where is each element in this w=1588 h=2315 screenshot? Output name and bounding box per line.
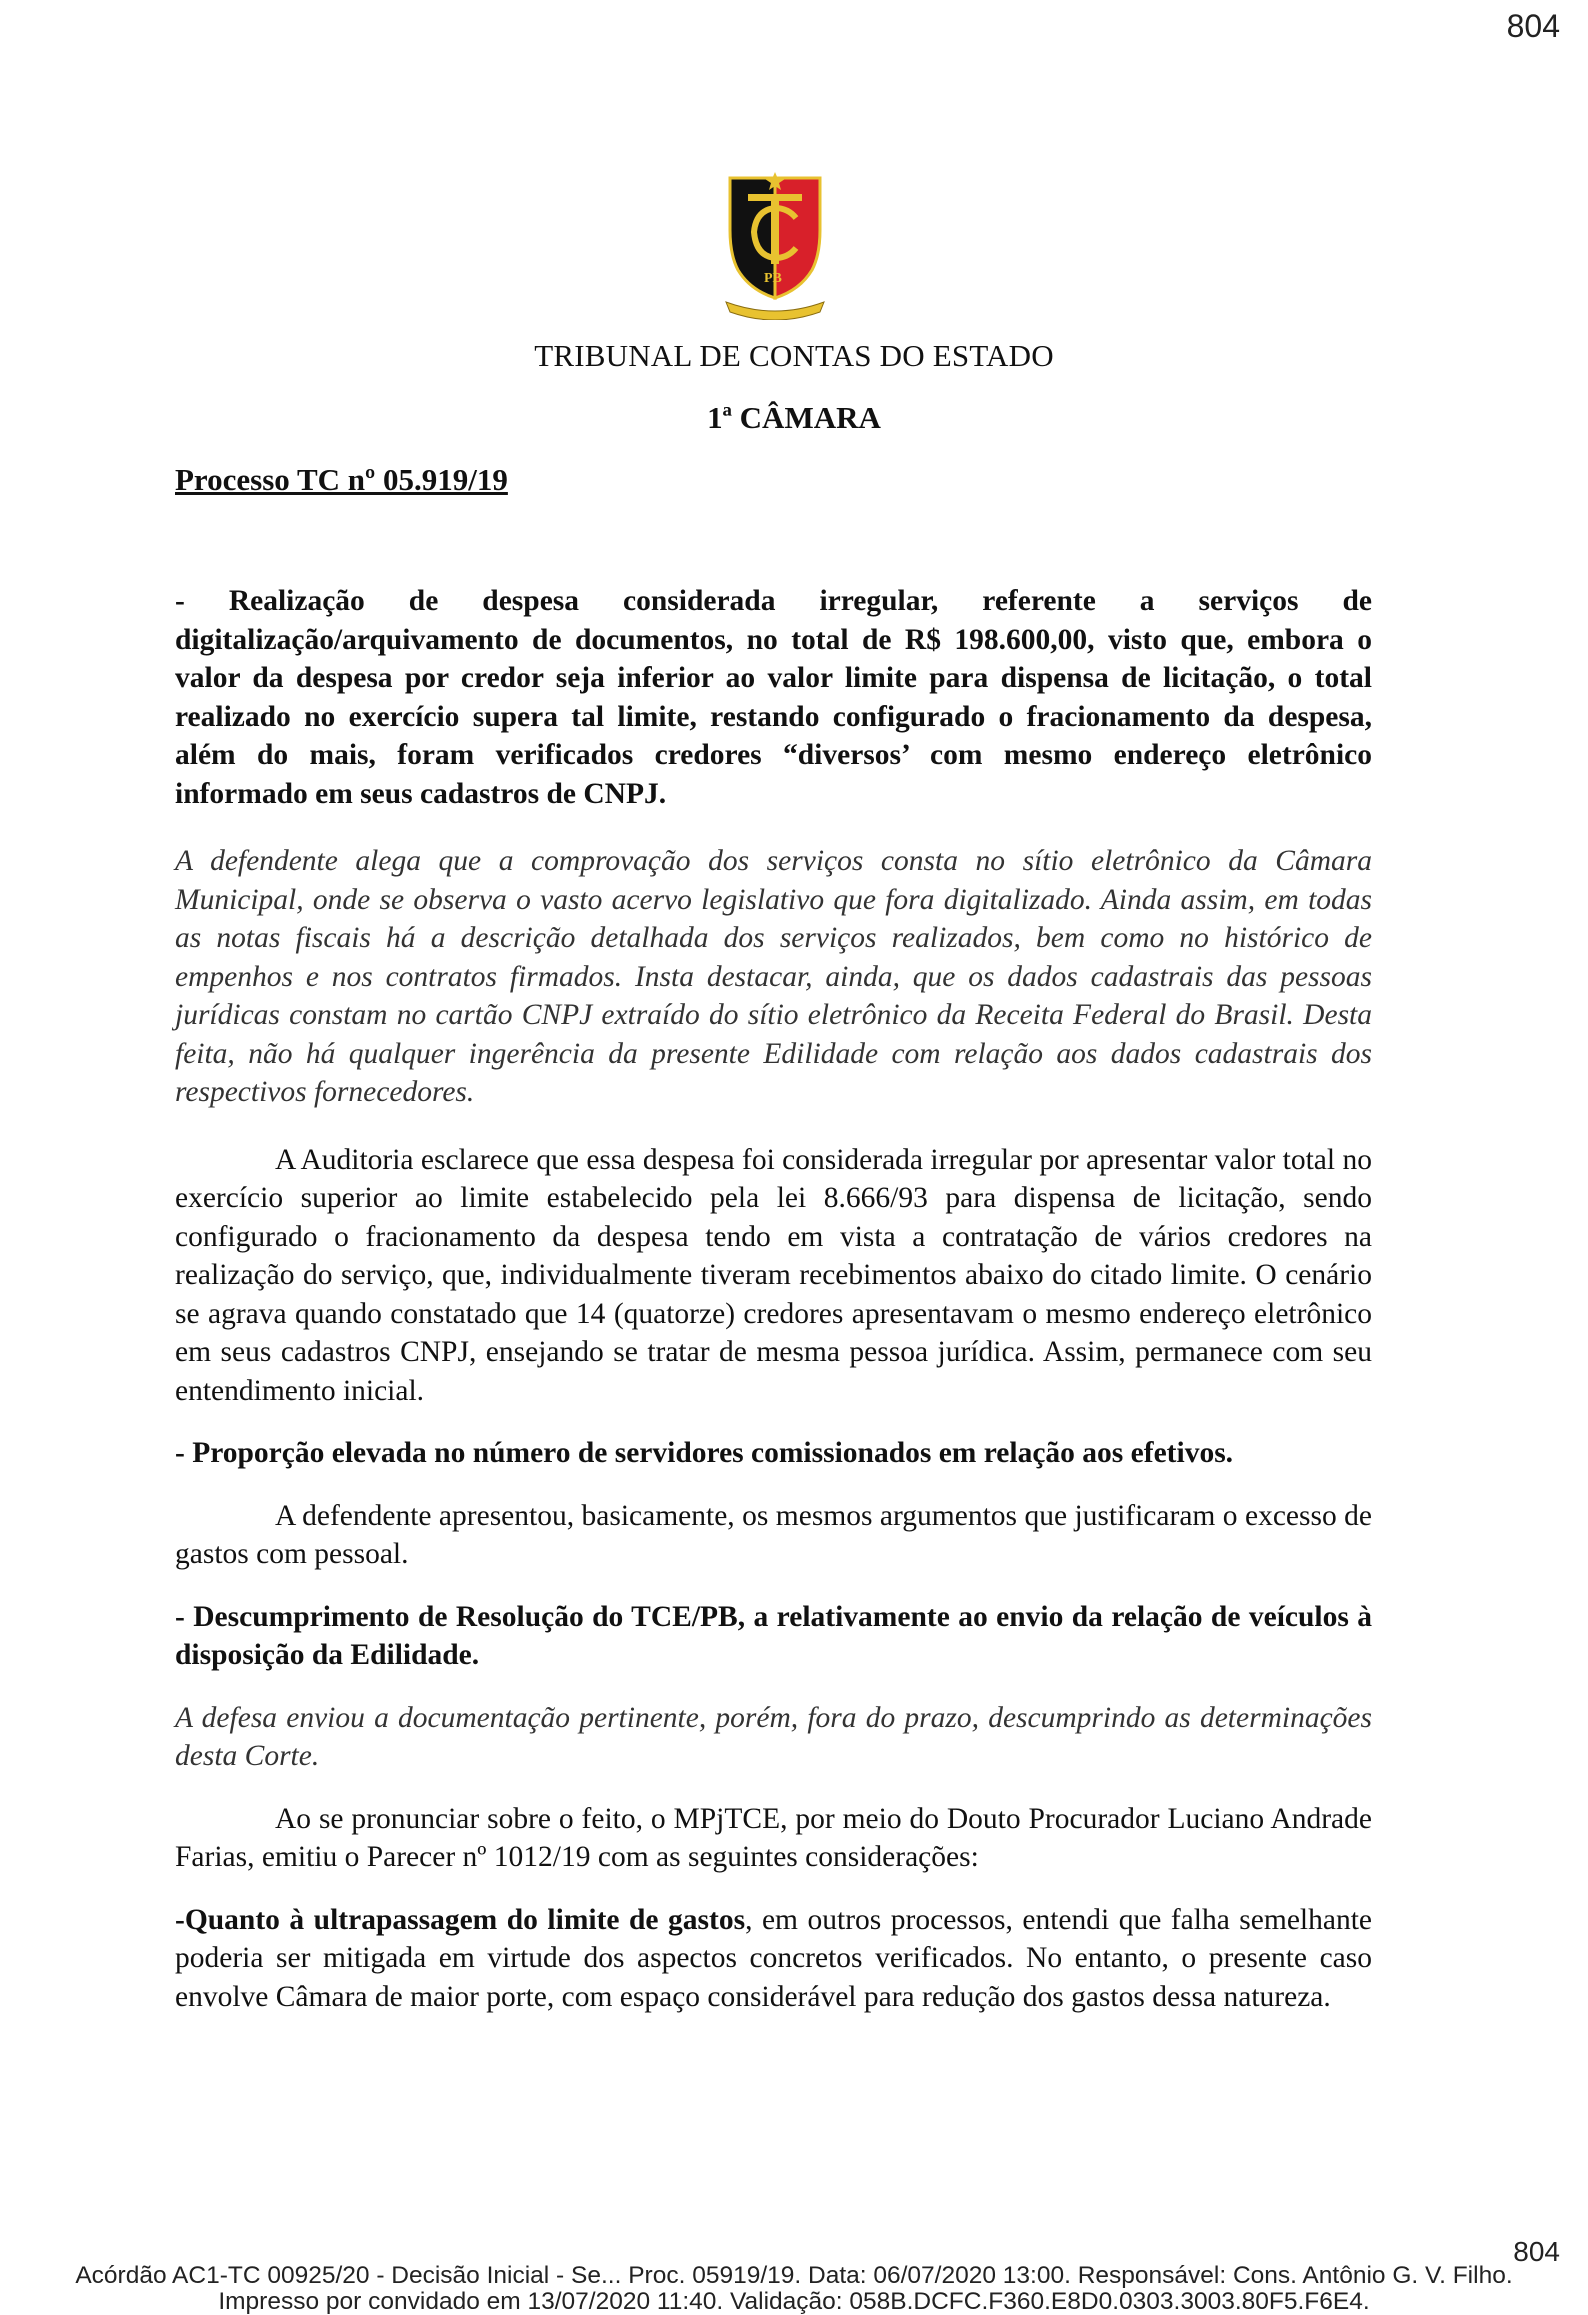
page-number-footer: 804	[1513, 2236, 1560, 2267]
chamber-title: 1ª CÂMARA	[707, 400, 881, 435]
paragraph-defense-allegation: A defendente alega que a comprovação dos serviços consta no sítio eletrônico da Câmara Municipal, onde se observa o vasto acervo legislativo que fora digitalizado. Ainda assim, em todas as notas fiscais há a descrição detalhada dos serviços realizados, bem como no histórico de empenhos e nos contratos firmados. Insta destacar, ainda, que os dados cadastrais das pessoas jurídicas constam no cartão CNPJ extraído do sítio eletrônico da Receita Federal do Brasil. Desta feita, não há qualquer ingerência da presente Edilidade com relação aos dados cadastrais dos respectivos fornecedores.	[175, 845, 1372, 1108]
spending-limit-text: , em outros processos, entendi que falha semelhante poderia ser mitigada em virtude dos aspectos concretos verificados. No entanto, o presente caso envolve Câmara de maior porte, com espaço considerável para redução dos gastos dessa natureza.	[175, 1903, 1372, 2013]
paragraph-defense-late-docs: A defesa enviou a documentação pertinente, porém, fora do prazo, descumprindo as determinações desta Corte.	[175, 1701, 1372, 1772]
footer-validation-info: Impresso por convidado em 13/07/2020 11:40. Validação: 058B.DCFC.F360.E8D0.0303.3003.80F5.F6E4.	[218, 2288, 1370, 2315]
paragraph-mpjtce-opinion: Ao se pronunciar sobre o feito, o MPjTCE, por meio do Douto Procurador Luciano Andrade Farias, emitiu o Parecer nº 1012/19 com as seguintes considerações:	[175, 1802, 1372, 1873]
tce-pb-crest-logo	[720, 170, 830, 320]
institution-name: TRIBUNAL DE CONTAS DO ESTADO	[534, 338, 1054, 373]
page-number-top: 804	[1506, 8, 1560, 44]
paragraph-irregular-expense: - Realização de despesa considerada irregular, referente a serviços de digitalização/arquivamento de documentos, no total de R$ 198.600,00, visto que, embora o valor da despesa por credor seja inferior ao valor limite para dispensa de licitação, o total realizado no exercício supera tal limite, restando configurado o fracionamento da despesa, além do mais, foram verificados credores “diversos’ com mesmo endereço eletrônico informado em seus cadastros de CNPJ.	[175, 585, 1372, 810]
footer-document-info: Acórdão AC1-TC 00925/20 - Decisão Inicial - Se... Proc. 05919/19. Data: 06/07/2020 13:00. Responsável: Cons. Antônio G. V. Filho.	[75, 2262, 1513, 2289]
spending-limit-lead: -Quanto à ultrapassagem do limite de gastos	[175, 1903, 746, 1936]
paragraph-resolution-noncompliance: - Descumprimento de Resolução do TCE/PB, a relativamente ao envio da relação de veículos à disposição da Edilidade.	[175, 1600, 1372, 1671]
paragraph-spending-limit	[175, 1901, 1372, 2017]
paragraph-defense-arguments: A defendente apresentou, basicamente, os mesmos argumentos que justificaram o excesso de gastos com pessoal.	[175, 1499, 1372, 1570]
paragraph-audit-clarification: A Auditoria esclarece que essa despesa foi considerada irregular por apresentar valor total no exercício superior ao limite estabelecido pela lei 8.666/93 para dispensa de licitação, sendo configurado o fracionamento da despesa tendo em vista a contratação de vários credores na realização do serviço, que, individualmente tiveram recebimentos abaixo do citado limite. O cenário se agrava quando constatado que 14 (quatorze) credores apresentavam o mesmo endereço eletrônico em seus cadastros CNPJ, ensejando se tratar de mesma pessoa jurídica. Assim, permanece com seu entendimento inicial.	[175, 1143, 1372, 1407]
paragraph-commissioned-staff: - Proporção elevada no número de servidores comissionados em relação aos efetivos.	[175, 1437, 1234, 1469]
process-number: Processo TC nº 05.919/19	[175, 462, 508, 497]
svg-text:PB: PB	[764, 271, 782, 286]
document-body	[175, 582, 1372, 2016]
